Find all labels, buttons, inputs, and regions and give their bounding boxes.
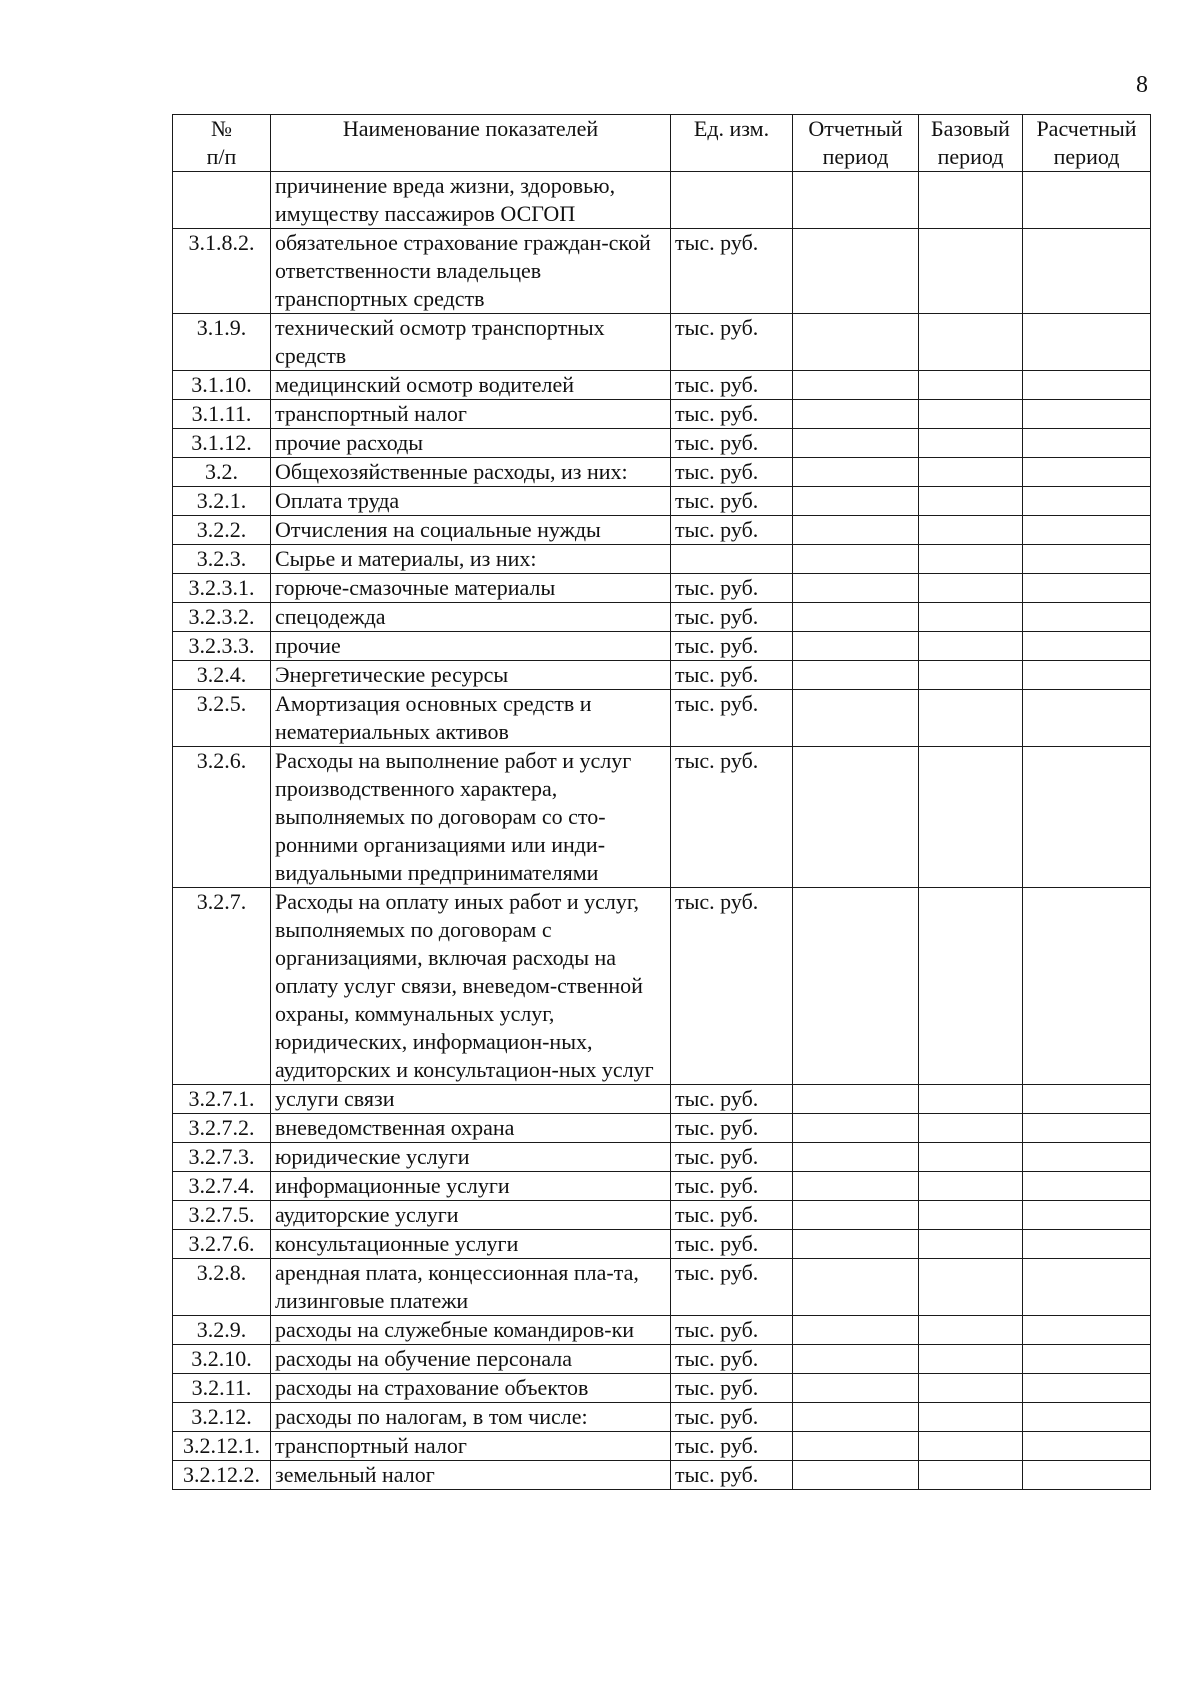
base-period-cell: [919, 1461, 1023, 1490]
table-header-row: [173, 115, 1151, 172]
indicator-name-cell: прочие: [271, 632, 671, 661]
estimated-period-cell: [1023, 429, 1151, 458]
estimated-period-cell: [1023, 1201, 1151, 1230]
table-row: [173, 1143, 1151, 1172]
reporting-period-cell: [793, 1403, 919, 1432]
indicator-name-cell: арендная плата, концессионная пла-та, лизинговые платежи: [271, 1259, 671, 1316]
base-period-cell: [919, 1230, 1023, 1259]
row-number-cell: 3.1.11.: [173, 400, 271, 429]
reporting-period-cell: [793, 1259, 919, 1316]
row-number-cell: 3.1.8.2.: [173, 229, 271, 314]
indicator-name-cell: расходы на служебные командиров-ки: [271, 1316, 671, 1345]
unit-cell: тыс. руб.: [671, 516, 793, 545]
estimated-period-cell: [1023, 400, 1151, 429]
indicator-name-cell: транспортный налог: [271, 400, 671, 429]
base-period-cell: [919, 888, 1023, 1085]
unit-cell: тыс. руб.: [671, 487, 793, 516]
base-period-cell: [919, 1345, 1023, 1374]
table-row: [173, 888, 1151, 1085]
reporting-period-cell: [793, 888, 919, 1085]
row-number-cell: 3.2.12.2.: [173, 1461, 271, 1490]
row-number-cell: 3.2.7.3.: [173, 1143, 271, 1172]
indicator-name-cell: информационные услуги: [271, 1172, 671, 1201]
base-period-cell: [919, 229, 1023, 314]
indicator-name-cell: прочие расходы: [271, 429, 671, 458]
reporting-period-cell: [793, 747, 919, 888]
indicator-name-cell: вневедомственная охрана: [271, 1114, 671, 1143]
table-row: [173, 690, 1151, 747]
unit-cell: тыс. руб.: [671, 314, 793, 371]
row-number-cell: 3.2.1.: [173, 487, 271, 516]
estimated-period-cell: [1023, 516, 1151, 545]
reporting-period-cell: [793, 1345, 919, 1374]
row-number-cell: 3.2.8.: [173, 1259, 271, 1316]
unit-cell: тыс. руб.: [671, 1432, 793, 1461]
indicator-name-cell: земельный налог: [271, 1461, 671, 1490]
reporting-period-cell: [793, 545, 919, 574]
unit-cell: тыс. руб.: [671, 1345, 793, 1374]
estimated-period-cell: [1023, 314, 1151, 371]
row-number-cell: 3.2.7.4.: [173, 1172, 271, 1201]
estimated-period-cell: [1023, 1172, 1151, 1201]
table-row: [173, 747, 1151, 888]
unit-cell: тыс. руб.: [671, 458, 793, 487]
unit-cell: тыс. руб.: [671, 1085, 793, 1114]
table-row: [173, 172, 1151, 229]
indicator-name-cell: горюче-смазочные материалы: [271, 574, 671, 603]
table-row: [173, 1259, 1151, 1316]
table-body: [173, 172, 1151, 1490]
estimated-period-cell: [1023, 747, 1151, 888]
unit-cell: тыс. руб.: [671, 1143, 793, 1172]
estimated-period-cell: [1023, 632, 1151, 661]
row-number-cell: 3.1.12.: [173, 429, 271, 458]
indicator-name-cell: аудиторские услуги: [271, 1201, 671, 1230]
table-row: [173, 1345, 1151, 1374]
table-row: [173, 545, 1151, 574]
reporting-period-cell: [793, 1201, 919, 1230]
table-row: [173, 400, 1151, 429]
estimated-period-cell: [1023, 1259, 1151, 1316]
reporting-period-cell: [793, 229, 919, 314]
estimated-period-cell: [1023, 1316, 1151, 1345]
header-estimated-period: Расчетный период: [1023, 115, 1151, 172]
table-row: [173, 603, 1151, 632]
row-number-cell: 3.2.5.: [173, 690, 271, 747]
table-row: [173, 1316, 1151, 1345]
indicator-name-cell: Амортизация основных средств и нематериальных активов: [271, 690, 671, 747]
base-period-cell: [919, 1403, 1023, 1432]
reporting-period-cell: [793, 1374, 919, 1403]
base-period-cell: [919, 661, 1023, 690]
estimated-period-cell: [1023, 1143, 1151, 1172]
base-period-cell: [919, 429, 1023, 458]
estimated-period-cell: [1023, 574, 1151, 603]
reporting-period-cell: [793, 400, 919, 429]
table-row: [173, 371, 1151, 400]
table-row: [173, 1461, 1151, 1490]
indicator-name-cell: медицинский осмотр водителей: [271, 371, 671, 400]
estimated-period-cell: [1023, 1085, 1151, 1114]
unit-cell: тыс. руб.: [671, 1374, 793, 1403]
base-period-cell: [919, 487, 1023, 516]
reporting-period-cell: [793, 1172, 919, 1201]
estimated-period-cell: [1023, 1432, 1151, 1461]
indicator-name-cell: причинение вреда жизни, здоровью, имуществу пассажиров ОСГОП: [271, 172, 671, 229]
reporting-period-cell: [793, 1432, 919, 1461]
base-period-cell: [919, 314, 1023, 371]
reporting-period-cell: [793, 1085, 919, 1114]
row-number-cell: 3.2.10.: [173, 1345, 271, 1374]
unit-cell: тыс. руб.: [671, 888, 793, 1085]
table-row: [173, 314, 1151, 371]
indicator-name-cell: Расходы на выполнение работ и услуг производственного характера, выполняемых по договорам со сто-ронними организациями или инди-видуальными предпринимателями: [271, 747, 671, 888]
base-period-cell: [919, 1201, 1023, 1230]
row-number-cell: 3.2.11.: [173, 1374, 271, 1403]
row-number-cell: 3.2.3.2.: [173, 603, 271, 632]
estimated-period-cell: [1023, 690, 1151, 747]
indicator-name-cell: юридические услуги: [271, 1143, 671, 1172]
unit-cell: тыс. руб.: [671, 632, 793, 661]
row-number-cell: 3.2.7.6.: [173, 1230, 271, 1259]
indicator-name-cell: обязательное страхование граждан-ской ответственности владельцев транспортных средств: [271, 229, 671, 314]
unit-cell: тыс. руб.: [671, 1201, 793, 1230]
row-number-cell: 3.2.7.2.: [173, 1114, 271, 1143]
table-row: [173, 487, 1151, 516]
base-period-cell: [919, 603, 1023, 632]
table-row: [173, 458, 1151, 487]
unit-cell: [671, 172, 793, 229]
row-number-cell: 3.2.7.: [173, 888, 271, 1085]
table-row: [173, 1172, 1151, 1201]
reporting-period-cell: [793, 314, 919, 371]
estimated-period-cell: [1023, 487, 1151, 516]
indicator-name-cell: Отчисления на социальные нужды: [271, 516, 671, 545]
reporting-period-cell: [793, 172, 919, 229]
base-period-cell: [919, 690, 1023, 747]
reporting-period-cell: [793, 516, 919, 545]
base-period-cell: [919, 371, 1023, 400]
estimated-period-cell: [1023, 1114, 1151, 1143]
base-period-cell: [919, 1316, 1023, 1345]
table-row: [173, 1114, 1151, 1143]
reporting-period-cell: [793, 661, 919, 690]
base-period-cell: [919, 458, 1023, 487]
row-number-cell: 3.1.9.: [173, 314, 271, 371]
indicator-name-cell: расходы по налогам, в том числе:: [271, 1403, 671, 1432]
estimated-period-cell: [1023, 172, 1151, 229]
table-row: [173, 1374, 1151, 1403]
table-row: [173, 1085, 1151, 1114]
header-name: Наименование показателей: [271, 115, 671, 172]
estimated-period-cell: [1023, 1461, 1151, 1490]
unit-cell: [671, 545, 793, 574]
row-number-cell: 3.2.12.: [173, 1403, 271, 1432]
reporting-period-cell: [793, 487, 919, 516]
header-num: № п/п: [173, 115, 271, 172]
base-period-cell: [919, 400, 1023, 429]
table-row: [173, 1432, 1151, 1461]
base-period-cell: [919, 1259, 1023, 1316]
estimated-period-cell: [1023, 1374, 1151, 1403]
header-unit: Ед. изм.: [671, 115, 793, 172]
row-number-cell: 3.2.3.: [173, 545, 271, 574]
base-period-cell: [919, 747, 1023, 888]
indicator-name-cell: расходы на обучение персонала: [271, 1345, 671, 1374]
header-reporting-period: Отчетный период: [793, 115, 919, 172]
base-period-cell: [919, 516, 1023, 545]
base-period-cell: [919, 574, 1023, 603]
estimated-period-cell: [1023, 1230, 1151, 1259]
reporting-period-cell: [793, 371, 919, 400]
unit-cell: тыс. руб.: [671, 747, 793, 888]
indicator-name-cell: транспортный налог: [271, 1432, 671, 1461]
row-number-cell: 3.2.: [173, 458, 271, 487]
row-number-cell: 3.2.2.: [173, 516, 271, 545]
unit-cell: тыс. руб.: [671, 574, 793, 603]
reporting-period-cell: [793, 1316, 919, 1345]
base-period-cell: [919, 1143, 1023, 1172]
unit-cell: тыс. руб.: [671, 1230, 793, 1259]
indicator-name-cell: расходы на страхование объектов: [271, 1374, 671, 1403]
table-row: [173, 429, 1151, 458]
unit-cell: тыс. руб.: [671, 1114, 793, 1143]
row-number-cell: 3.2.9.: [173, 1316, 271, 1345]
base-period-cell: [919, 172, 1023, 229]
unit-cell: тыс. руб.: [671, 1461, 793, 1490]
table-row: [173, 1230, 1151, 1259]
unit-cell: тыс. руб.: [671, 400, 793, 429]
indicator-name-cell: услуги связи: [271, 1085, 671, 1114]
indicator-name-cell: Энергетические ресурсы: [271, 661, 671, 690]
row-number-cell: [173, 172, 271, 229]
base-period-cell: [919, 545, 1023, 574]
reporting-period-cell: [793, 1230, 919, 1259]
row-number-cell: 3.2.6.: [173, 747, 271, 888]
base-period-cell: [919, 1374, 1023, 1403]
estimated-period-cell: [1023, 458, 1151, 487]
table-row: [173, 661, 1151, 690]
estimated-period-cell: [1023, 603, 1151, 632]
reporting-period-cell: [793, 1143, 919, 1172]
indicator-name-cell: консультационные услуги: [271, 1230, 671, 1259]
table-row: [173, 516, 1151, 545]
estimated-period-cell: [1023, 229, 1151, 314]
reporting-period-cell: [793, 429, 919, 458]
reporting-period-cell: [793, 574, 919, 603]
row-number-cell: 3.2.3.1.: [173, 574, 271, 603]
reporting-period-cell: [793, 458, 919, 487]
table-row: [173, 1201, 1151, 1230]
row-number-cell: 3.2.7.1.: [173, 1085, 271, 1114]
row-number-cell: 3.1.10.: [173, 371, 271, 400]
base-period-cell: [919, 1172, 1023, 1201]
indicators-table: [172, 114, 1151, 1490]
indicator-name-cell: Общехозяйственные расходы, из них:: [271, 458, 671, 487]
base-period-cell: [919, 1114, 1023, 1143]
page-number: 8: [1136, 72, 1148, 98]
row-number-cell: 3.2.7.5.: [173, 1201, 271, 1230]
reporting-period-cell: [793, 1461, 919, 1490]
base-period-cell: [919, 1432, 1023, 1461]
unit-cell: тыс. руб.: [671, 690, 793, 747]
unit-cell: тыс. руб.: [671, 229, 793, 314]
unit-cell: тыс. руб.: [671, 1172, 793, 1201]
indicator-name-cell: Сырье и материалы, из них:: [271, 545, 671, 574]
estimated-period-cell: [1023, 888, 1151, 1085]
unit-cell: тыс. руб.: [671, 1316, 793, 1345]
indicator-name-cell: спецодежда: [271, 603, 671, 632]
unit-cell: тыс. руб.: [671, 1403, 793, 1432]
estimated-period-cell: [1023, 1345, 1151, 1374]
header-base-period: Базовый период: [919, 115, 1023, 172]
estimated-period-cell: [1023, 1403, 1151, 1432]
unit-cell: тыс. руб.: [671, 661, 793, 690]
indicator-name-cell: технический осмотр транспортных средств: [271, 314, 671, 371]
unit-cell: тыс. руб.: [671, 371, 793, 400]
row-number-cell: 3.2.3.3.: [173, 632, 271, 661]
unit-cell: тыс. руб.: [671, 429, 793, 458]
table-row: [173, 574, 1151, 603]
reporting-period-cell: [793, 603, 919, 632]
row-number-cell: 3.2.12.1.: [173, 1432, 271, 1461]
table-row: [173, 632, 1151, 661]
indicator-name-cell: Оплата труда: [271, 487, 671, 516]
unit-cell: тыс. руб.: [671, 603, 793, 632]
base-period-cell: [919, 632, 1023, 661]
unit-cell: тыс. руб.: [671, 1259, 793, 1316]
reporting-period-cell: [793, 690, 919, 747]
reporting-period-cell: [793, 1114, 919, 1143]
base-period-cell: [919, 1085, 1023, 1114]
estimated-period-cell: [1023, 371, 1151, 400]
indicator-name-cell: Расходы на оплату иных работ и услуг, выполняемых по договорам с организациями, включая расходы на оплату услуг связи, вневедом-ственной охраны, коммунальных услуг, юридических, информацион-ных, аудиторских и консультацион-ных услуг: [271, 888, 671, 1085]
row-number-cell: 3.2.4.: [173, 661, 271, 690]
table-row: [173, 229, 1151, 314]
estimated-period-cell: [1023, 545, 1151, 574]
estimated-period-cell: [1023, 661, 1151, 690]
table-row: [173, 1403, 1151, 1432]
reporting-period-cell: [793, 632, 919, 661]
